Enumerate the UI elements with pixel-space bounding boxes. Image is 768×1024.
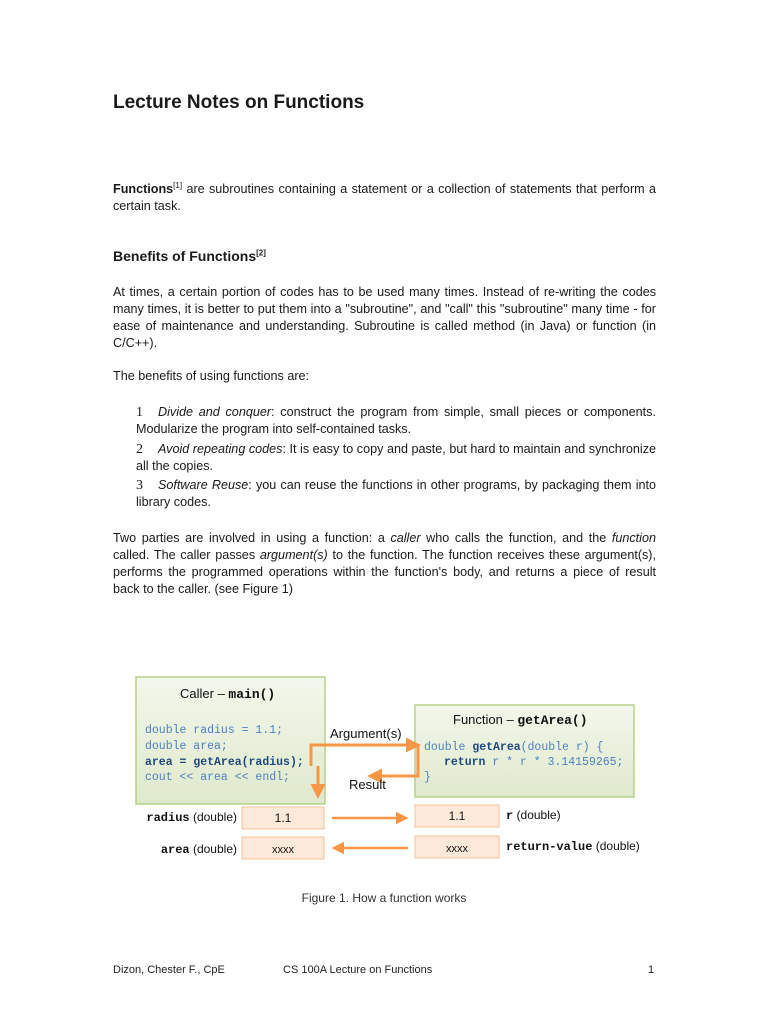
caller-title: Caller – main() — [180, 686, 276, 702]
function-code-line-3: } — [424, 771, 431, 784]
return-value: xxxx — [446, 843, 468, 855]
area-value: xxxx — [272, 844, 294, 856]
radius-label: radius (double) — [146, 810, 237, 825]
caller-code-line-4: cout << area << endl; — [145, 771, 290, 784]
benefit-item-3 — [136, 477, 656, 511]
function-code-line-2: return r * r * 3.14159265; — [444, 756, 624, 769]
benefits-heading-ref: [2] — [256, 248, 266, 258]
benefit-number: 3 — [136, 478, 143, 493]
argument-arrow — [311, 745, 418, 766]
benefits-heading — [113, 248, 266, 264]
parties-paragraph — [113, 530, 656, 598]
benefit-number: 1 — [136, 405, 143, 420]
figure-caption: Figure 1. How a function works — [301, 891, 467, 905]
footer-page-number: 1 — [648, 964, 655, 976]
page-title: Lecture Notes on Functions — [113, 92, 365, 113]
benefit-text: : construct the program from simple, small pieces or components. Modularize the program into self-contained tasks. — [136, 405, 656, 436]
footer-course: CS 100A Lecture on Functions — [283, 964, 433, 976]
area-label: area (double) — [160, 842, 237, 857]
term-caller: caller — [390, 531, 421, 545]
function-code-line-1: double getArea(double r) { — [424, 741, 604, 754]
intro-paragraph — [113, 181, 656, 215]
benefit-text: : you can reuse the functions in other programs, by packaging them into library codes. — [136, 478, 657, 509]
caller-code-line-3: area = getArea(radius); — [145, 756, 304, 769]
benefit-number: 2 — [136, 442, 143, 457]
parties-text: to the function. The function receives these argument(s), performs the programmed operations within the function's body, and returns a piece of result back to the caller. (see Figure 1) — [113, 548, 656, 596]
benefit-term: Divide and conquer — [158, 405, 272, 419]
parties-text: called. The caller passes — [113, 548, 260, 562]
intro-term: Functions — [113, 182, 174, 196]
intro-ref: [1] — [173, 180, 183, 190]
intro-text: are subroutines containing a statement or a collection of statements that perform a certain task. — [113, 182, 656, 213]
benefits-intro: The benefits of using functions are: — [113, 369, 310, 383]
result-arrow — [370, 745, 418, 776]
term-function: function — [611, 531, 656, 545]
r-label: r (double) — [506, 808, 561, 823]
benefits-paragraph: At times, a certain portion of codes has to be used many times. Instead of re-writing the codes many times, it is better to put them into a "subroutine", and "call" this "subroutine" many time - for ease of maintenance and understanding. Subroutine is called method (in Java) or function (in C/C++). — [113, 285, 656, 350]
benefits-heading-text: Benefits of Functions — [113, 248, 257, 264]
result-label: Result — [349, 777, 386, 792]
term-arguments: argument(s) — [259, 548, 328, 562]
footer-author: Dizon, Chester F., CpE — [113, 964, 225, 976]
parties-text: Two parties are involved in using a function: a — [113, 531, 391, 545]
return-value-label: return-value (double) — [506, 839, 640, 854]
benefit-item-1 — [136, 404, 656, 438]
function-figure — [0, 660, 768, 870]
function-title: Function – getArea() — [453, 712, 588, 728]
caller-code-line-1: double radius = 1.1; — [145, 724, 284, 737]
benefit-term: Avoid repeating codes — [158, 442, 283, 456]
r-value: 1.1 — [448, 809, 466, 823]
argument-label: Argument(s) — [330, 726, 402, 741]
benefit-term: Software Reuse — [158, 478, 249, 492]
parties-text: who calls the function, and the — [420, 531, 612, 545]
benefit-text: : It is easy to copy and paste, but hard to maintain and synchronize all the copies. — [136, 442, 656, 473]
caller-code-line-2: double area; — [145, 740, 228, 753]
benefit-item-2 — [136, 441, 656, 475]
radius-value: 1.1 — [274, 811, 292, 825]
